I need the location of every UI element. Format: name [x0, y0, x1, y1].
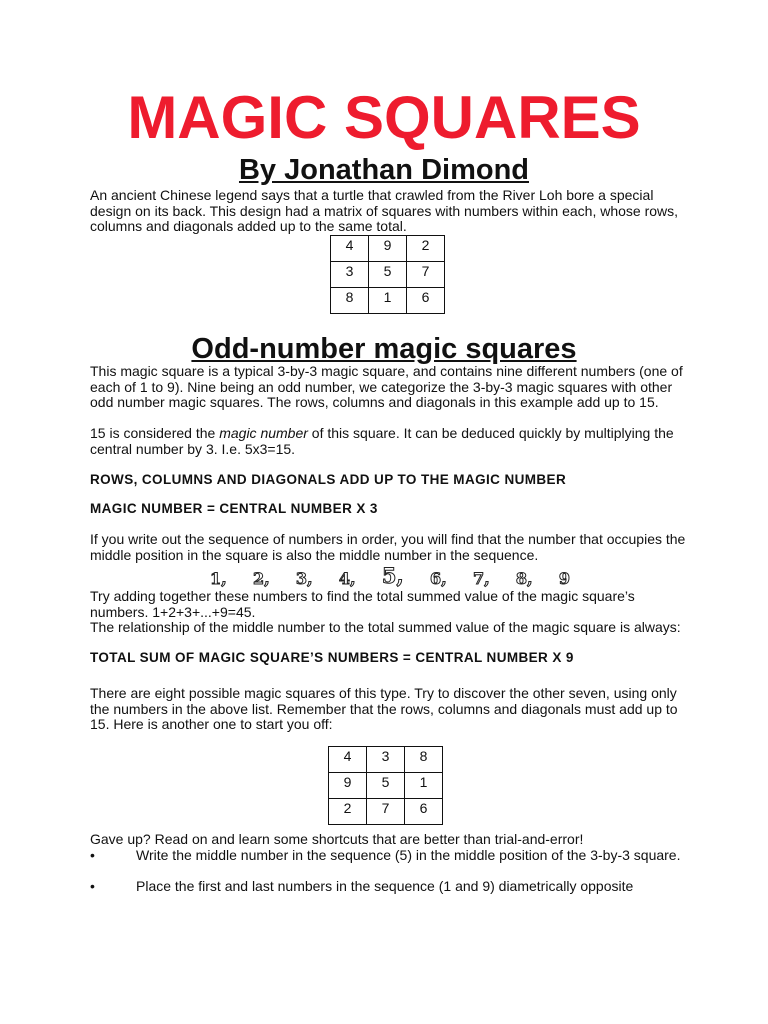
sequence-number: 6,	[430, 569, 447, 588]
intro-paragraph: An ancient Chinese legend says that a turtle that crawled from the River Loh bore a special design on its back. This design had a matrix of squares with numbers within each, whose rows, columns and diagonals added up to the same total.	[90, 187, 679, 234]
paragraph-odd-squares: This magic square is a typical 3-by-3 magic square, and contains nine different numbers (one of each of 1 to 9). Nine being an odd number, we categorize the 3-by-3 magic squares with other odd number magic squares. The rows, columns and diagonals in this example add up to 15.	[90, 363, 683, 410]
square1-cell: 2	[407, 236, 445, 262]
page-title: MAGIC SQUARES	[127, 84, 641, 151]
magic-square-1	[330, 235, 445, 314]
bullet-text: Place the first and last numbers in the sequence (1 and 9) diametrically opposite	[136, 878, 634, 894]
number-sequence	[210, 563, 570, 588]
magic-square-2	[328, 746, 443, 825]
bullet-text: Write the middle number in the sequence (5) in the middle position of the 3-by-3 square.	[136, 847, 681, 863]
square1-cell: 4	[331, 236, 369, 262]
square1-cell: 7	[407, 262, 445, 288]
sequence-number-middle: 5,	[381, 563, 404, 588]
sequence-number: 8,	[515, 569, 533, 588]
square2-cell: 7	[367, 799, 405, 825]
square2-cell: 1	[405, 773, 443, 799]
text-run: of this square. It can be deduced quickly by multiplying the central number by 3. I.e. 5x3=15.	[90, 425, 674, 457]
square1-cell: 5	[369, 262, 407, 288]
sequence-number: 7,	[472, 569, 490, 588]
square1-cell: 3	[331, 262, 369, 288]
square2-cell: 8	[405, 747, 443, 773]
square1-cell: 8	[331, 288, 369, 314]
bullet-item-1	[90, 848, 690, 864]
square1-cell: 1	[369, 288, 407, 314]
paragraph-magic-number	[90, 426, 690, 457]
square2-cell: 9	[329, 773, 367, 799]
square2-cell: 3	[367, 747, 405, 773]
sequence-number: 4,	[338, 569, 356, 588]
bullet-item-2	[90, 879, 690, 895]
text-run: 15 is considered the	[90, 425, 220, 441]
bullet-marker: •	[90, 847, 95, 863]
square2-cell: 2	[329, 799, 367, 825]
rule-rows-columns: ROWS, COLUMNS AND DIAGONALS ADD UP TO THE MAGIC NUMBER	[90, 472, 567, 487]
square2-cell: 5	[367, 773, 405, 799]
paragraph-sequence: If you write out the sequence of numbers in order, you will find that the number that occupies the middle position in the square is also the middle number in the sequence.	[90, 531, 686, 563]
square2-cell: 6	[405, 799, 443, 825]
rule-total-sum: TOTAL SUM OF MAGIC SQUARE’S NUMBERS = CENTRAL NUMBER X 9	[90, 650, 574, 665]
paragraph-eight-squares: There are eight possible magic squares of this type. Try to discover the other seven, using only the numbers in the above list. Remember that the rows, columns and diagonals must add up to 15. Here is another one to start you off:	[90, 685, 678, 732]
section-heading: Odd-number magic squares	[191, 333, 577, 365]
sequence-number: 2,	[252, 569, 270, 588]
emphasis-text: magic number	[219, 425, 312, 441]
paragraph-gave-up: Gave up? Read on and learn some shortcuts that are better than trial-and-error!	[90, 831, 584, 847]
sequence-number: 9	[558, 569, 570, 588]
square1-cell: 6	[407, 288, 445, 314]
sequence-number: 1,	[210, 569, 227, 588]
author-byline: By Jonathan Dimond	[238, 154, 529, 186]
square2-cell: 4	[329, 747, 367, 773]
bullet-marker: •	[90, 878, 95, 894]
rule-magic-number: MAGIC NUMBER = CENTRAL NUMBER X 3	[90, 501, 378, 516]
square1-cell: 9	[369, 236, 407, 262]
paragraph-relationship: The relationship of the middle number to the total summed value of the magic square is always:	[90, 619, 681, 635]
paragraph-sum: Try adding together these numbers to find the total summed value of the magic square’s numbers. 1+2+3+...+9=45.	[90, 588, 635, 620]
sequence-number: 3,	[295, 569, 313, 588]
